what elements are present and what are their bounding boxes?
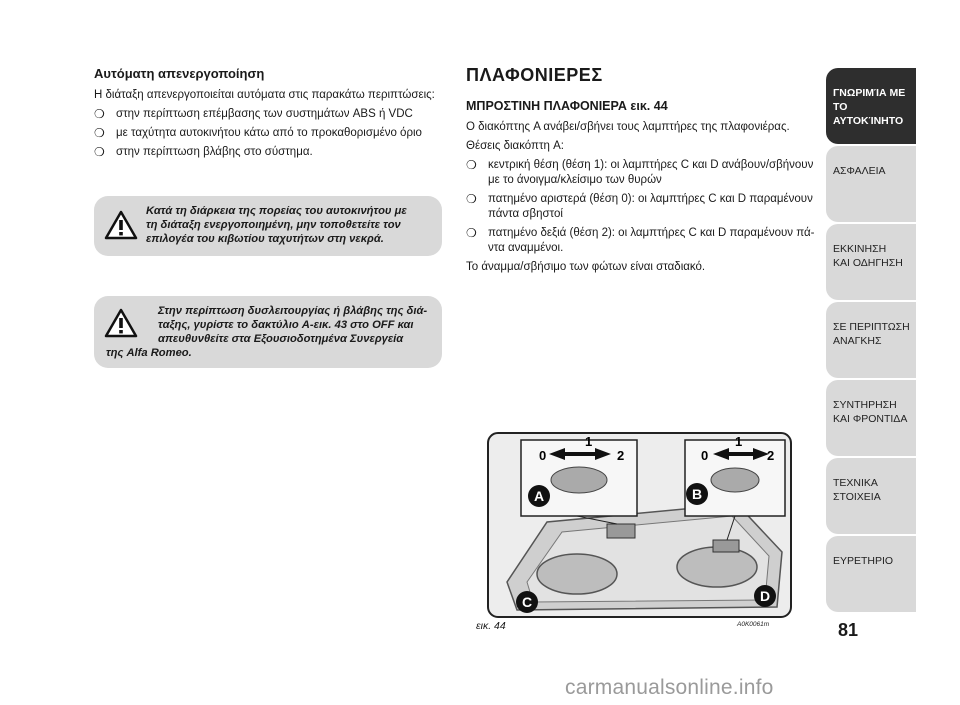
section-subtitle-front-light: ΜΠΡΟΣΤΙΝΗ ΠΛΑΦΟΝΙΕΡΑ εικ. 44 (466, 99, 668, 113)
callout-d-label: D (759, 588, 771, 604)
warning-line: Κατά τη διάρκεια της πορείας του αυτοκινήτου με (146, 205, 407, 217)
paragraph: Το άναμμα/σβήσιμο των φώτων είναι σταδιακό. (466, 261, 706, 273)
tab-safety[interactable]: ΑΣΦΑΛΕΙΑ (826, 146, 916, 222)
tab-getting-to-know-car[interactable]: ΓΝΩΡΙΜΊΑ ΜΕ ΤΟ ΑΥΤΟΚΊΝΗΤΟ (826, 68, 916, 144)
bullet-icon: ❍ (94, 145, 105, 159)
position-0-label: 0 (539, 448, 547, 463)
warning-triangle-icon (104, 308, 138, 338)
figure-code: A0K0061m (737, 621, 770, 628)
callout-c-label: C (521, 594, 533, 610)
tab-starting-driving[interactable]: ΕΚΚΙΝΗΣΗ ΚΑΙ ΟΔΗΓΗΣΗ (826, 224, 916, 300)
list-item: ❍ πατημένο δεξιά (θέση 2): οι λαμπτήρες C και D παραμένουν πά- ντα αναμμένοι. (466, 226, 815, 254)
position-2-label: 2 (617, 448, 625, 463)
page-number: 81 (838, 620, 859, 640)
tab-index[interactable]: ΕΥΡΕΤΗΡΙΟ (826, 536, 916, 612)
tab-technical-data[interactable]: ΤΕΧΝΙΚΑ ΣΤΟΙΧΕΙΑ (826, 458, 916, 534)
warning-line: τη διάταξη ενεργοποιημένη, μην τοποθετείτε τον (146, 219, 401, 231)
bullet-icon: ❍ (94, 126, 105, 140)
page-title: ΠΛΑΦΟΝΙΕΡΕΣ (466, 65, 603, 85)
callout-a-label: A (533, 488, 545, 504)
section-heading-auto-deactivation: Αυτόματη απενεργοποίηση (94, 66, 265, 81)
bullet-icon: ❍ (466, 192, 477, 206)
warning-triangle-icon (104, 210, 138, 240)
position-1-label: 1 (585, 434, 593, 449)
list-item: ❍ πατημένο αριστερά (θέση 0): οι λαμπτήρες C και D παραμένουν πάντα σβηστοί (466, 192, 813, 220)
warning-box-malfunction (94, 296, 442, 368)
bullet-icon: ❍ (466, 226, 477, 240)
warning-line: Στην περίπτωση δυσλειτουργίας ή βλάβης της διά- (158, 305, 428, 317)
paragraph: Ο διακόπτης A ανάβει/σβήνει τους λαμπτήρες της πλαφονιέρας. (466, 121, 790, 133)
list-item: ❍ στην περίπτωση επέμβασης των συστημάτων ABS ή VDC (94, 107, 413, 121)
list-item: ❍ στην περίπτωση βλάβης στο σύστημα. (94, 145, 313, 159)
paragraph: Θέσεις διακόπτη A: (466, 140, 564, 152)
warning-line: επιλογέα του κιβωτίου ταχυτήτων στη νεκρά. (146, 233, 384, 245)
tab-maintenance[interactable]: ΣΥΝΤΗΡΗΣΗ ΚΑΙ ΦΡΟΝΤΙΔΑ (826, 380, 916, 456)
warning-line: απευθυνθείτε στα Εξουσιοδοτημένα Συνεργεία (158, 333, 404, 345)
position-1-label: 1 (735, 434, 743, 449)
figure-caption: εικ. 44 (476, 620, 506, 632)
section-tabs (826, 68, 916, 614)
warning-box-neutral-gear (94, 196, 442, 256)
middle-column (466, 66, 818, 279)
position-0-label: 0 (701, 448, 709, 463)
watermark: carmanualsonline.info (565, 676, 774, 699)
bullet-icon: ❍ (466, 158, 477, 172)
warning-line: ταξης, γυρίστε το δακτύλιο A-εικ. 43 στο OFF και (158, 319, 414, 331)
callout-b-label: B (691, 486, 703, 502)
tab-emergency[interactable]: ΣΕ ΠΕΡΙΠΤΩΣΗ ΑΝΑΓΚΗΣ (826, 302, 916, 378)
left-column (94, 66, 444, 164)
intro-text: Η διάταξη απενεργοποιείται αυτόματα στις παρακάτω περιπτώσεις: (94, 89, 435, 101)
position-2-label: 2 (767, 448, 775, 463)
warning-line: της Alfa Romeo. (106, 347, 192, 359)
ceiling-light-illustration (487, 432, 792, 618)
list-item: ❍ κεντρική θέση (θέση 1): οι λαμπτήρες C και D ανάβουν/σβήνουν με το άνοιγμα/κλείσιμο των θυρών (466, 158, 814, 186)
list-item: ❍ με ταχύτητα αυτοκινήτου κάτω από το προκαθορισμένο όριο (94, 126, 422, 140)
bullet-icon: ❍ (94, 107, 105, 121)
